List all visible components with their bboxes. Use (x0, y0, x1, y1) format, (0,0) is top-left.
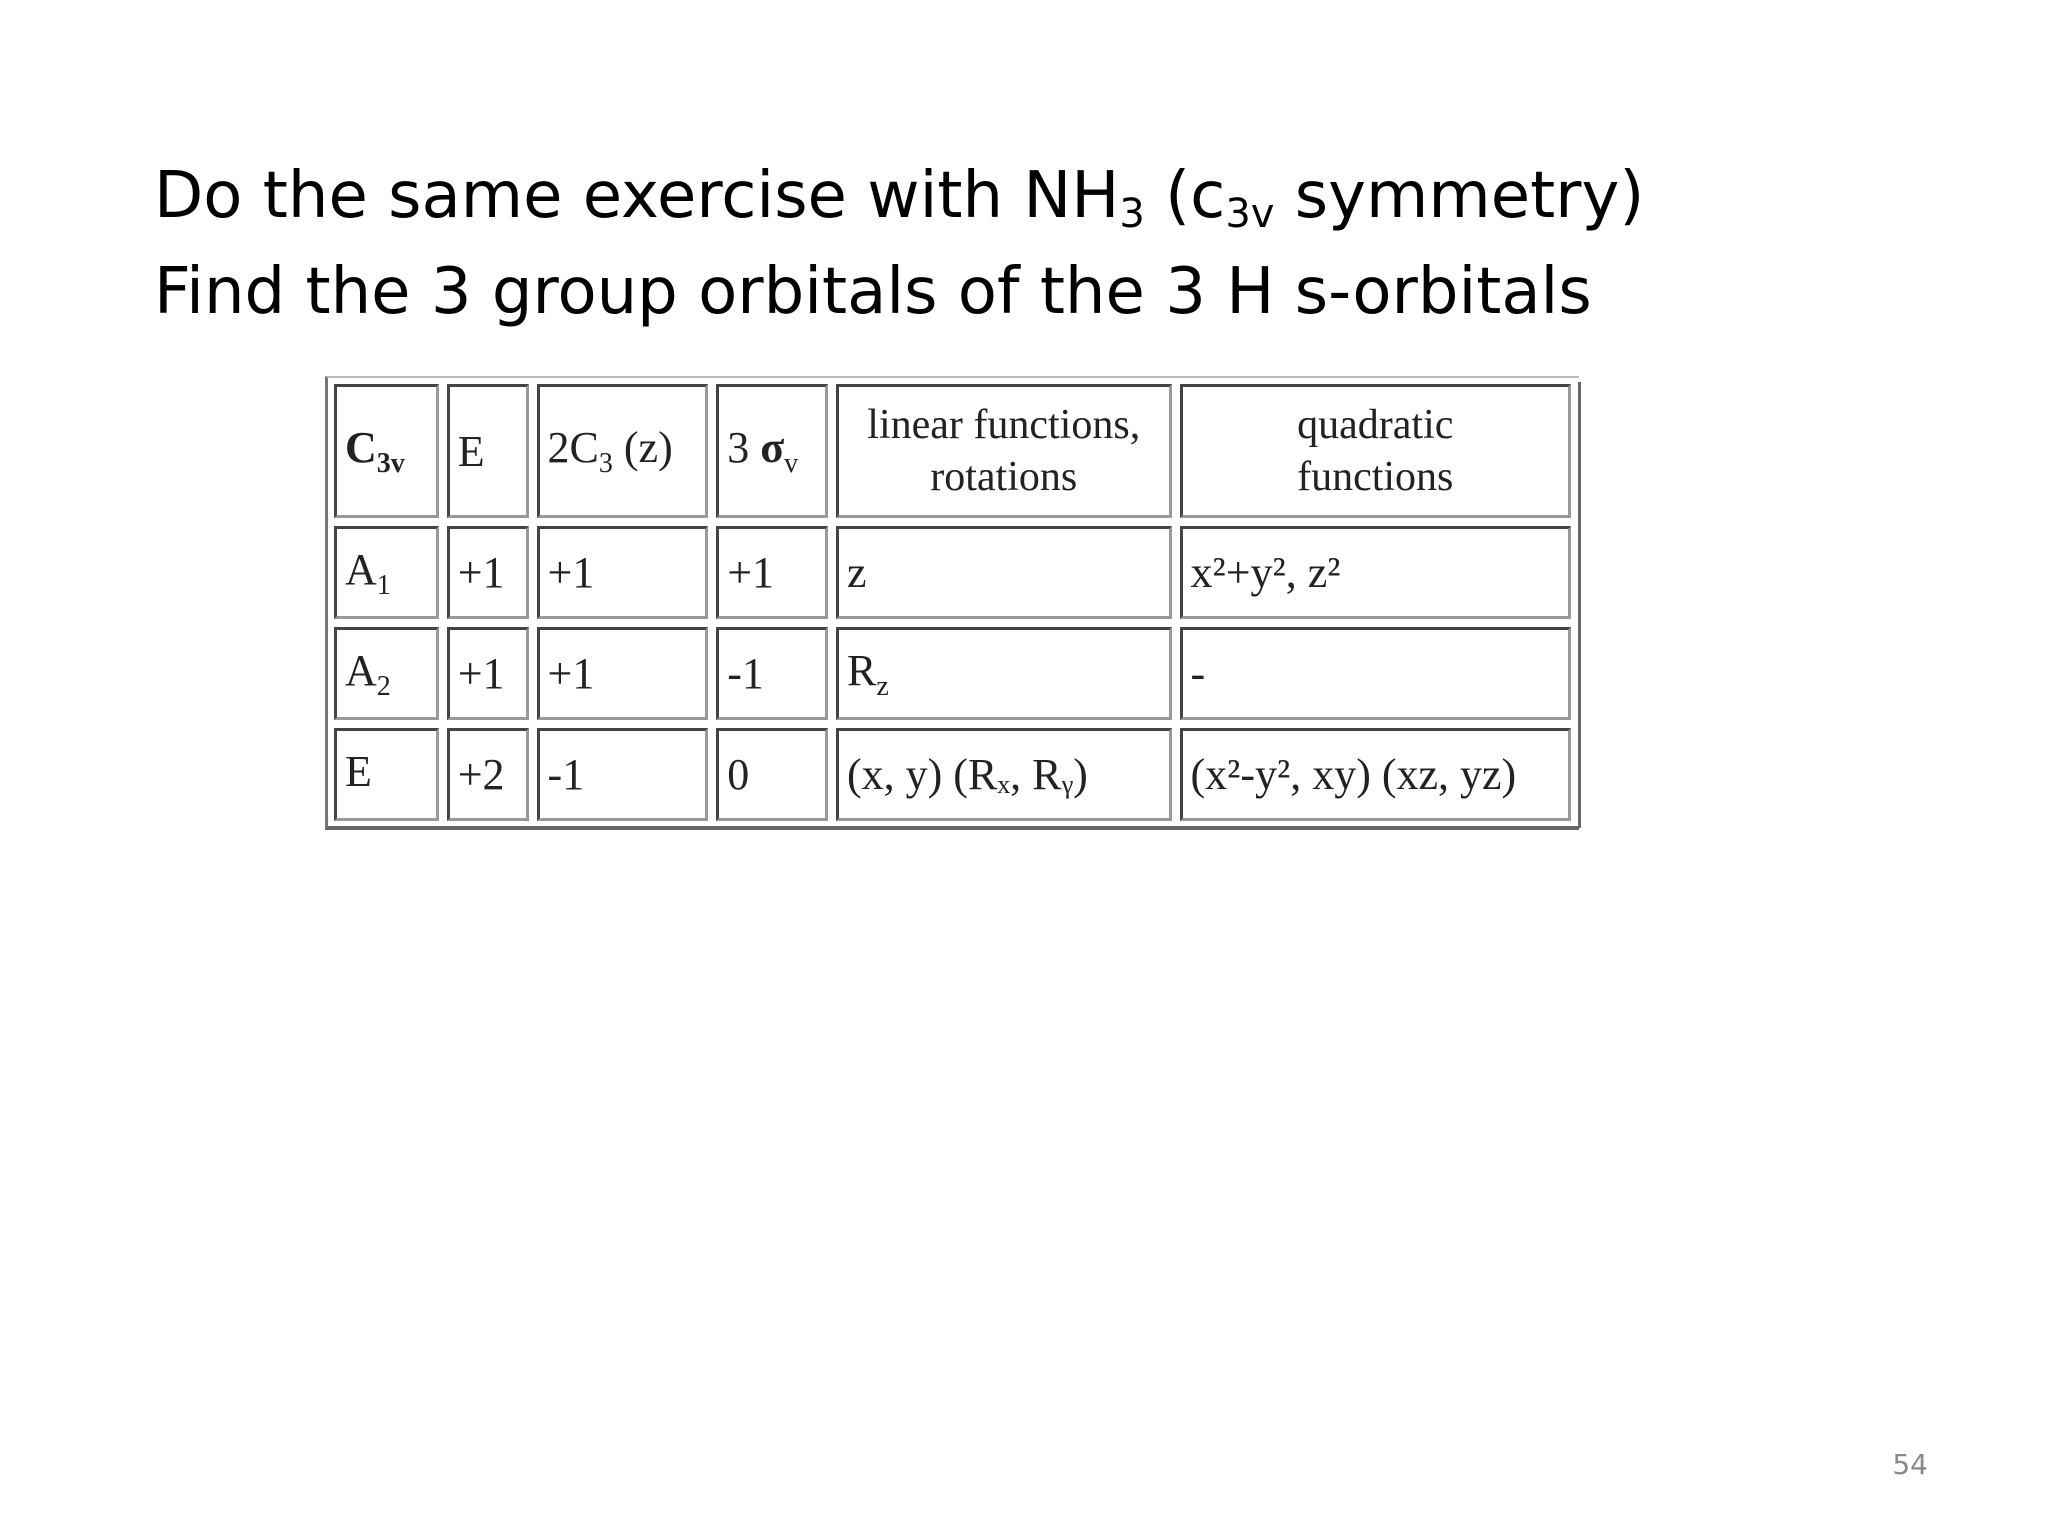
char-sigma: 0 (716, 728, 828, 821)
linear-header-line2: rotations (930, 454, 1078, 500)
char-C3: +1 (537, 627, 709, 720)
header-C3 (537, 384, 709, 518)
char-C3: -1 (537, 728, 709, 821)
c3-prefix: 2C (547, 423, 599, 473)
table-row-a1 (334, 526, 1571, 619)
header-sigma (716, 384, 828, 518)
quadratic-functions: - (1180, 627, 1572, 720)
irrep-label: A (345, 544, 377, 594)
title-line-1 (154, 148, 1644, 244)
sigma-symbol: σ (760, 423, 785, 473)
irrep-label: A (345, 645, 377, 695)
char-sigma: +1 (716, 526, 828, 619)
character-table (326, 376, 1579, 829)
header-group (334, 384, 439, 518)
irrep-cell (334, 728, 439, 821)
slide-number: 54 (1892, 1448, 1928, 1481)
c3-subscript: 3 (598, 447, 613, 479)
title-line1-prefix: Do the same exercise with NH (154, 159, 1120, 233)
title-line1-mid: (c (1144, 159, 1226, 233)
header-E: E (447, 384, 529, 518)
char-C3: +1 (537, 526, 709, 619)
irrep-subscript: 2 (376, 670, 391, 702)
c3-suffix: (z) (612, 423, 673, 473)
char-E: +1 (447, 526, 529, 619)
sigma-prefix: 3 (727, 423, 761, 473)
quadratic-header-line1: quadratic (1297, 402, 1454, 448)
table-header-row (334, 384, 1571, 518)
char-sigma: -1 (716, 627, 828, 720)
title-subscript-3v: 3v (1225, 191, 1275, 237)
quadratic-header-line2: functions (1297, 454, 1454, 500)
linear-functions: z (836, 526, 1172, 619)
quadratic-functions: x²+y², z² (1180, 526, 1572, 619)
linear-functions: (x, y) (Rₓ, Rᵧ) (836, 728, 1172, 821)
character-table-image (325, 376, 1579, 830)
sigma-subscript: v (784, 447, 799, 479)
rotation-subscript: z (876, 670, 889, 702)
title-subscript-3: 3 (1119, 191, 1145, 237)
rotation-label: R (847, 645, 877, 695)
quadratic-functions: (x²-y², xy) (xz, yz) (1180, 728, 1572, 821)
group-subscript: 3v (376, 447, 405, 479)
table-row-e (334, 728, 1571, 821)
slide-title (154, 148, 1644, 340)
irrep-cell (334, 627, 439, 720)
title-line-2: Find the 3 group orbitals of the 3 H s-orbitals (154, 255, 1592, 329)
header-linear (836, 384, 1172, 518)
char-E: +2 (447, 728, 529, 821)
irrep-cell (334, 526, 439, 619)
irrep-subscript: 1 (376, 569, 391, 601)
table-row-a2 (334, 627, 1571, 720)
char-E: +1 (447, 627, 529, 720)
linear-header-line1: linear functions, (867, 402, 1141, 448)
linear-functions (836, 627, 1172, 720)
title-line1-suffix: symmetry) (1274, 159, 1645, 233)
header-quadratic (1180, 384, 1572, 518)
irrep-label: E (345, 746, 372, 796)
group-symbol: C (345, 423, 377, 473)
table-cut-edge (1578, 382, 1581, 828)
